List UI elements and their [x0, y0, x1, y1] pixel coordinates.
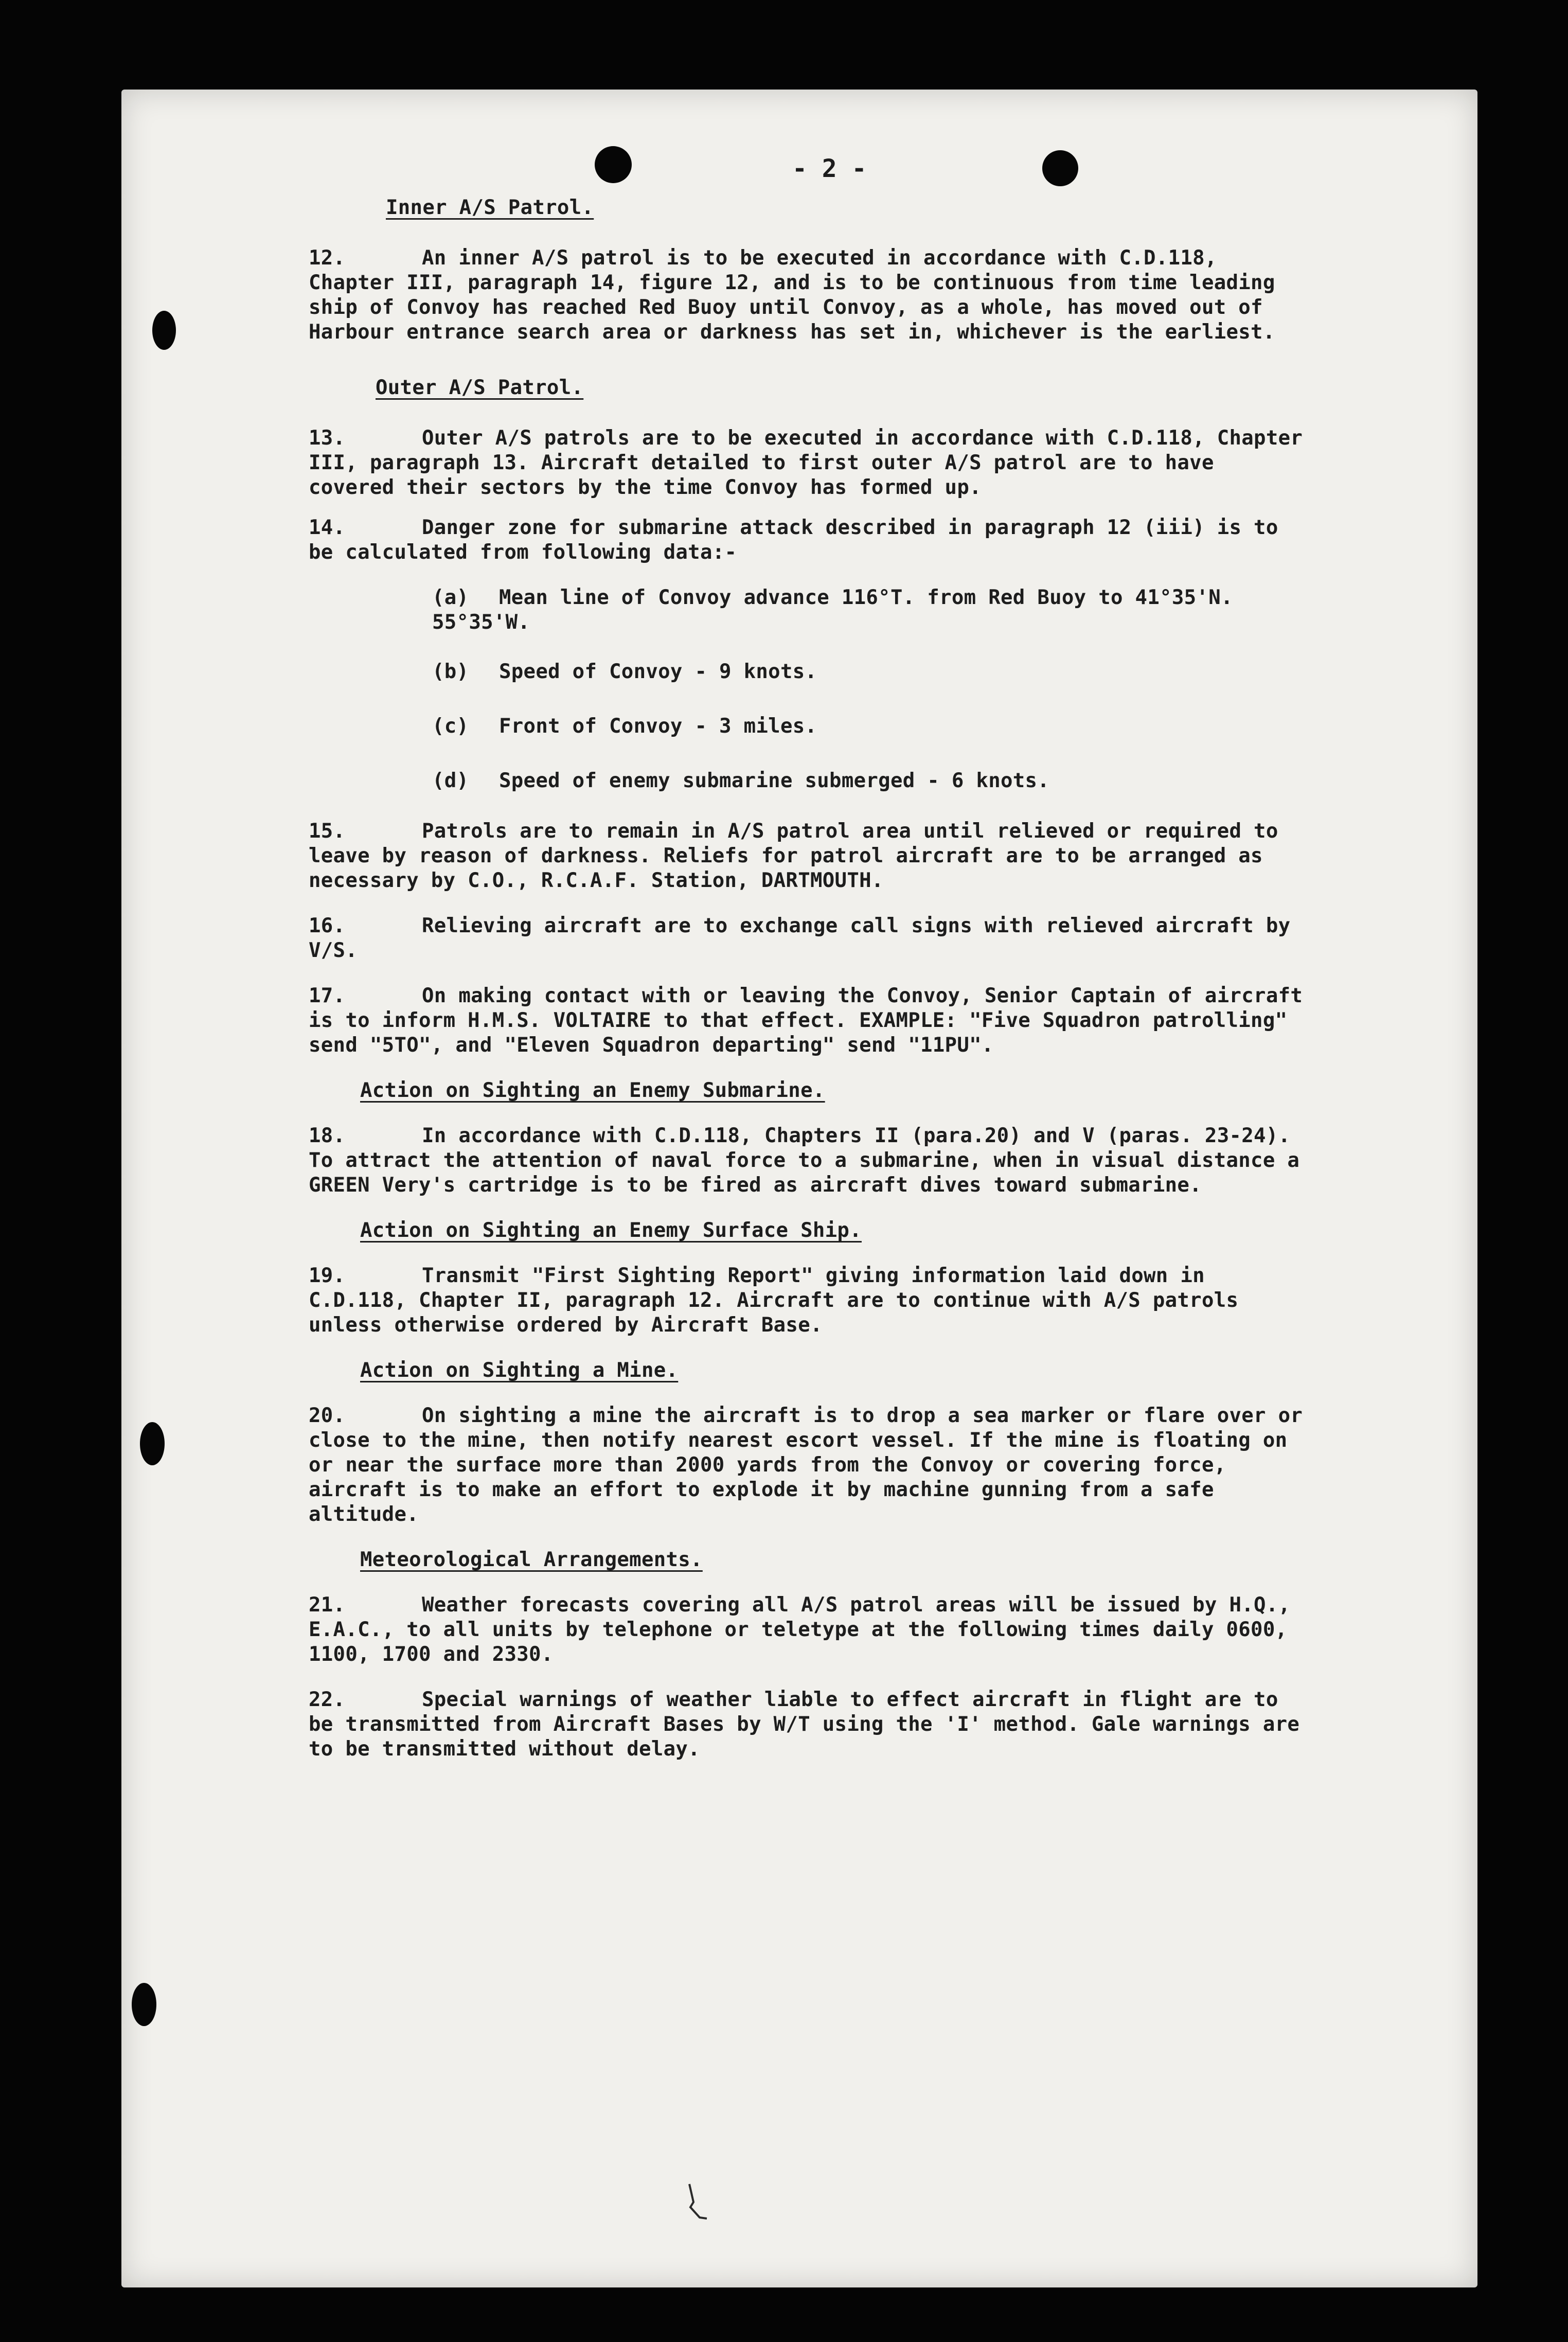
paragraph-text: Weather forecasts covering all A/S patrol areas will be issued by H.Q., E.A.C., to all units by telephone or teletype at the following times daily 0600, 1100, 1700 and 2330. [309, 1593, 1291, 1666]
paragraph-text: An inner A/S patrol is to be executed in accordance with C.D.118, Chapter III, paragraph 14, figure 12, and is to be continuous from time leading ship of Convoy has reached Red Buoy until Convoy, as a whole, has moved out of Harbour entrance search area or darkness has set in, whichever is the earliest. [309, 246, 1275, 344]
paragraph-18 [309, 1124, 1307, 1198]
paragraph-text: Transmit "First Sighting Report" giving information laid down in C.D.118, Chapter II, paragraph 12. Aircraft are to continue with A/S patrols unless otherwise ordered by Aircraft Base. [309, 1264, 1239, 1337]
paragraph-number: 20. [309, 1404, 346, 1427]
section-inner-as-patrol [309, 196, 1307, 345]
section-heading: Action on Sighting an Enemy Surface Ship. [360, 1219, 862, 1242]
item-label: (b) [432, 660, 469, 683]
paragraph-17 [309, 984, 1307, 1058]
document-body [309, 196, 1307, 1762]
paragraph-number: 14. [309, 516, 346, 539]
section-mine [309, 1358, 1307, 1527]
section-heading: Inner A/S Patrol. [386, 196, 594, 219]
paragraph-16 [309, 914, 1307, 963]
paragraph-14 [309, 516, 1307, 565]
paragraph-text: Relieving aircraft are to exchange call signs with relieved aircraft by V/S. [309, 914, 1291, 962]
list-item [432, 586, 1307, 635]
pencil-mark-icon [679, 2181, 710, 2223]
paragraph-19 [309, 1264, 1307, 1338]
list-item [432, 714, 1307, 739]
section-enemy-submarine [309, 1078, 1307, 1198]
paragraph-number: 12. [309, 246, 346, 270]
paragraph-20 [309, 1404, 1307, 1527]
data-list [309, 586, 1307, 793]
item-text: Mean line of Convoy advance 116°T. from Red Buoy to 41°35'N. 55°35'W. [432, 586, 1233, 634]
section-heading: Meteorological Arrangements. [360, 1548, 703, 1571]
paragraph-number: 15. [309, 820, 346, 843]
paragraph-number: 19. [309, 1264, 346, 1287]
section-enemy-surface-ship [309, 1218, 1307, 1338]
paragraph-number: 22. [309, 1688, 346, 1711]
section-heading: Outer A/S Patrol. [376, 376, 584, 399]
page-number: - 2 - [792, 154, 867, 183]
paragraph-text: Outer A/S patrols are to be executed in accordance with C.D.118, Chapter III, paragraph 13. Aircraft detailed to first outer A/S patrol are to have covered their sectors by the time Convoy has formed up. [309, 427, 1303, 499]
list-item [432, 769, 1307, 793]
punch-hole [140, 1422, 165, 1465]
item-label: (d) [432, 769, 469, 792]
paragraph-text: Patrols are to remain in A/S patrol area until relieved or required to leave by reason of darkness. Reliefs for patrol aircraft are to be arranged as necessary by C.O., R.C.A.F. Station, DARTMOUTH. [309, 820, 1278, 892]
list-item [432, 660, 1307, 684]
paragraph-13 [309, 426, 1307, 500]
section-outer-as-patrol [309, 376, 1307, 1058]
punch-hole [1042, 150, 1078, 186]
item-text: Speed of Convoy - 9 knots. [499, 660, 817, 683]
paragraph-number: 18. [309, 1124, 346, 1147]
paragraph-text: In accordance with C.D.118, Chapters II (para.20) and V (paras. 23-24). To attract the attention of naval force to a submarine, when in visual distance a GREEN Very's cartridge is to be fired as aircraft dives toward submarine. [309, 1124, 1300, 1197]
paragraph-22 [309, 1688, 1307, 1762]
punch-hole [595, 146, 632, 183]
section-meteorological [309, 1548, 1307, 1762]
paragraph-21 [309, 1593, 1307, 1667]
paragraph-number: 16. [309, 914, 346, 937]
paragraph-15 [309, 819, 1307, 893]
item-text: Front of Convoy - 3 miles. [499, 715, 817, 738]
paragraph-number: 17. [309, 984, 346, 1007]
item-label: (a) [432, 586, 469, 609]
paragraph-text: On making contact with or leaving the Convoy, Senior Captain of aircraft is to inform H.M.S. VOLTAIRE to that effect. EXAMPLE: "Five Squadron patrolling" send "5TO", and "Eleven Squadron departing" send "11PU". [309, 984, 1303, 1057]
paragraph-text: On sighting a mine the aircraft is to drop a sea marker or flare over or close to the mine, then notify nearest escort vessel. If the mine is floating on or near the surface more than 2000 yards from the Convoy or covering force, aircraft is to make an effort to explode it by machine gunning from a safe altitude. [309, 1404, 1303, 1526]
punch-hole [152, 311, 176, 350]
section-heading: Action on Sighting a Mine. [360, 1359, 679, 1382]
paragraph-12 [309, 246, 1307, 345]
item-text: Speed of enemy submarine submerged - 6 knots. [499, 769, 1050, 792]
section-heading: Action on Sighting an Enemy Submarine. [360, 1079, 825, 1102]
paragraph-text: Special warnings of weather liable to effect aircraft in flight are to be transmitted from Aircraft Bases by W/T using the 'I' method. Gale warnings are to be transmitted without delay. [309, 1688, 1300, 1761]
paragraph-number: 13. [309, 427, 346, 450]
item-label: (c) [432, 715, 469, 738]
paragraph-number: 21. [309, 1593, 346, 1617]
paragraph-text: Danger zone for submarine attack described in paragraph 12 (iii) is to be calculated from following data:- [309, 516, 1278, 564]
punch-hole [132, 1983, 156, 2026]
